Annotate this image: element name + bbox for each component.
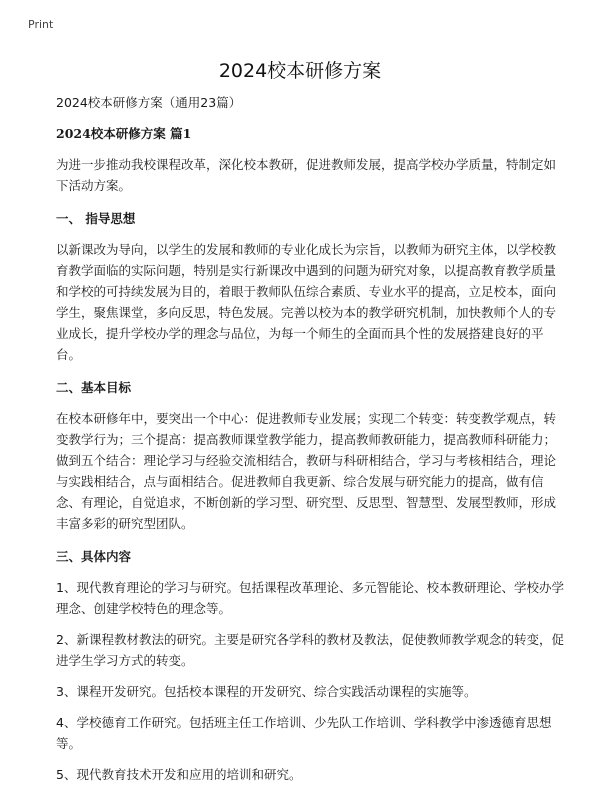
section-heading-guiding-ideology: 一、 指导思想 [56, 211, 136, 226]
part-heading: 2024校本研修方案 篇1 [56, 126, 192, 141]
list-item: 2、新课程教材教法的研究。主要是研究各学科的教材及教法，促使教师教学观念的转变，促进学生学习方式的转变。 [56, 632, 564, 668]
section-body-guiding-ideology: 以新课改为导向，以学生的发展和教师的专业化成长为宗旨，以教师为研究主体，以学校教育教学面临的实际问题，特别是实行新课改中遇到的问题为研究对象，以提高教育教学质量和学校的可持续发展为目的，着眼于教师队伍综合素质、专业水平的提高，立足校本，面向学生，聚焦课堂，多向反思，特色发展。完善以校为本的教学研究机制，加快教师个人的专业成长，提升学校办学的理念与品位，为每一个师生的全面而具个性的发展搭建良好的平台。 [56, 242, 557, 362]
list-item: 4、学校德育工作研究。包括班主任工作培训、少先队工作培训、学科教学中渗透德育思想等。 [56, 715, 552, 751]
list-item: 3、课程开发研究。包括校本课程的开发研究、综合实践活动课程的实施等。 [56, 684, 477, 699]
list-item: 1、现代教育理论的学习与研究。包括课程改革理论、多元智能论、校本教研理论、学校办学理念、创建学校特色的理念等。 [56, 580, 564, 616]
document-body [56, 92, 564, 795]
section-heading-basic-goals: 二、基本目标 [56, 380, 132, 395]
section-body-basic-goals: 在校本研修年中，要突出一个中心：促进教师专业发展；实现二个转变：转变教学观点，转变教学行为；三个提高：提高教师课堂教学能力，提高教师教研能力，提高教师科研能力；做到五个结合：理论学习与经验交流相结合，教研与科研相结合，学习与考核相结合，理论与实践相结合，点与面相结合。促进教师自我更新、综合发展与研究能力的提高，做有信念、有理论，自觉追求，不断创新的学习型、研究型、反思型、智慧型、发展型教师，形成丰富多彩的研究型团队。 [56, 411, 557, 531]
document-title: 2024校本研修方案 [218, 60, 382, 82]
intro-paragraph: 为进一步推动我校课程改革，深化校本教研，促进教师发展，提高学校办学质量，特制定如下活动方案。 [56, 157, 557, 193]
document-subtitle: 2024校本研修方案（通用23篇） [56, 95, 242, 110]
section-heading-specific-content: 三、具体内容 [56, 549, 132, 564]
list-item: 5、现代教育技术开发和应用的培训和研究。 [56, 767, 302, 782]
print-label: Print [28, 18, 54, 31]
